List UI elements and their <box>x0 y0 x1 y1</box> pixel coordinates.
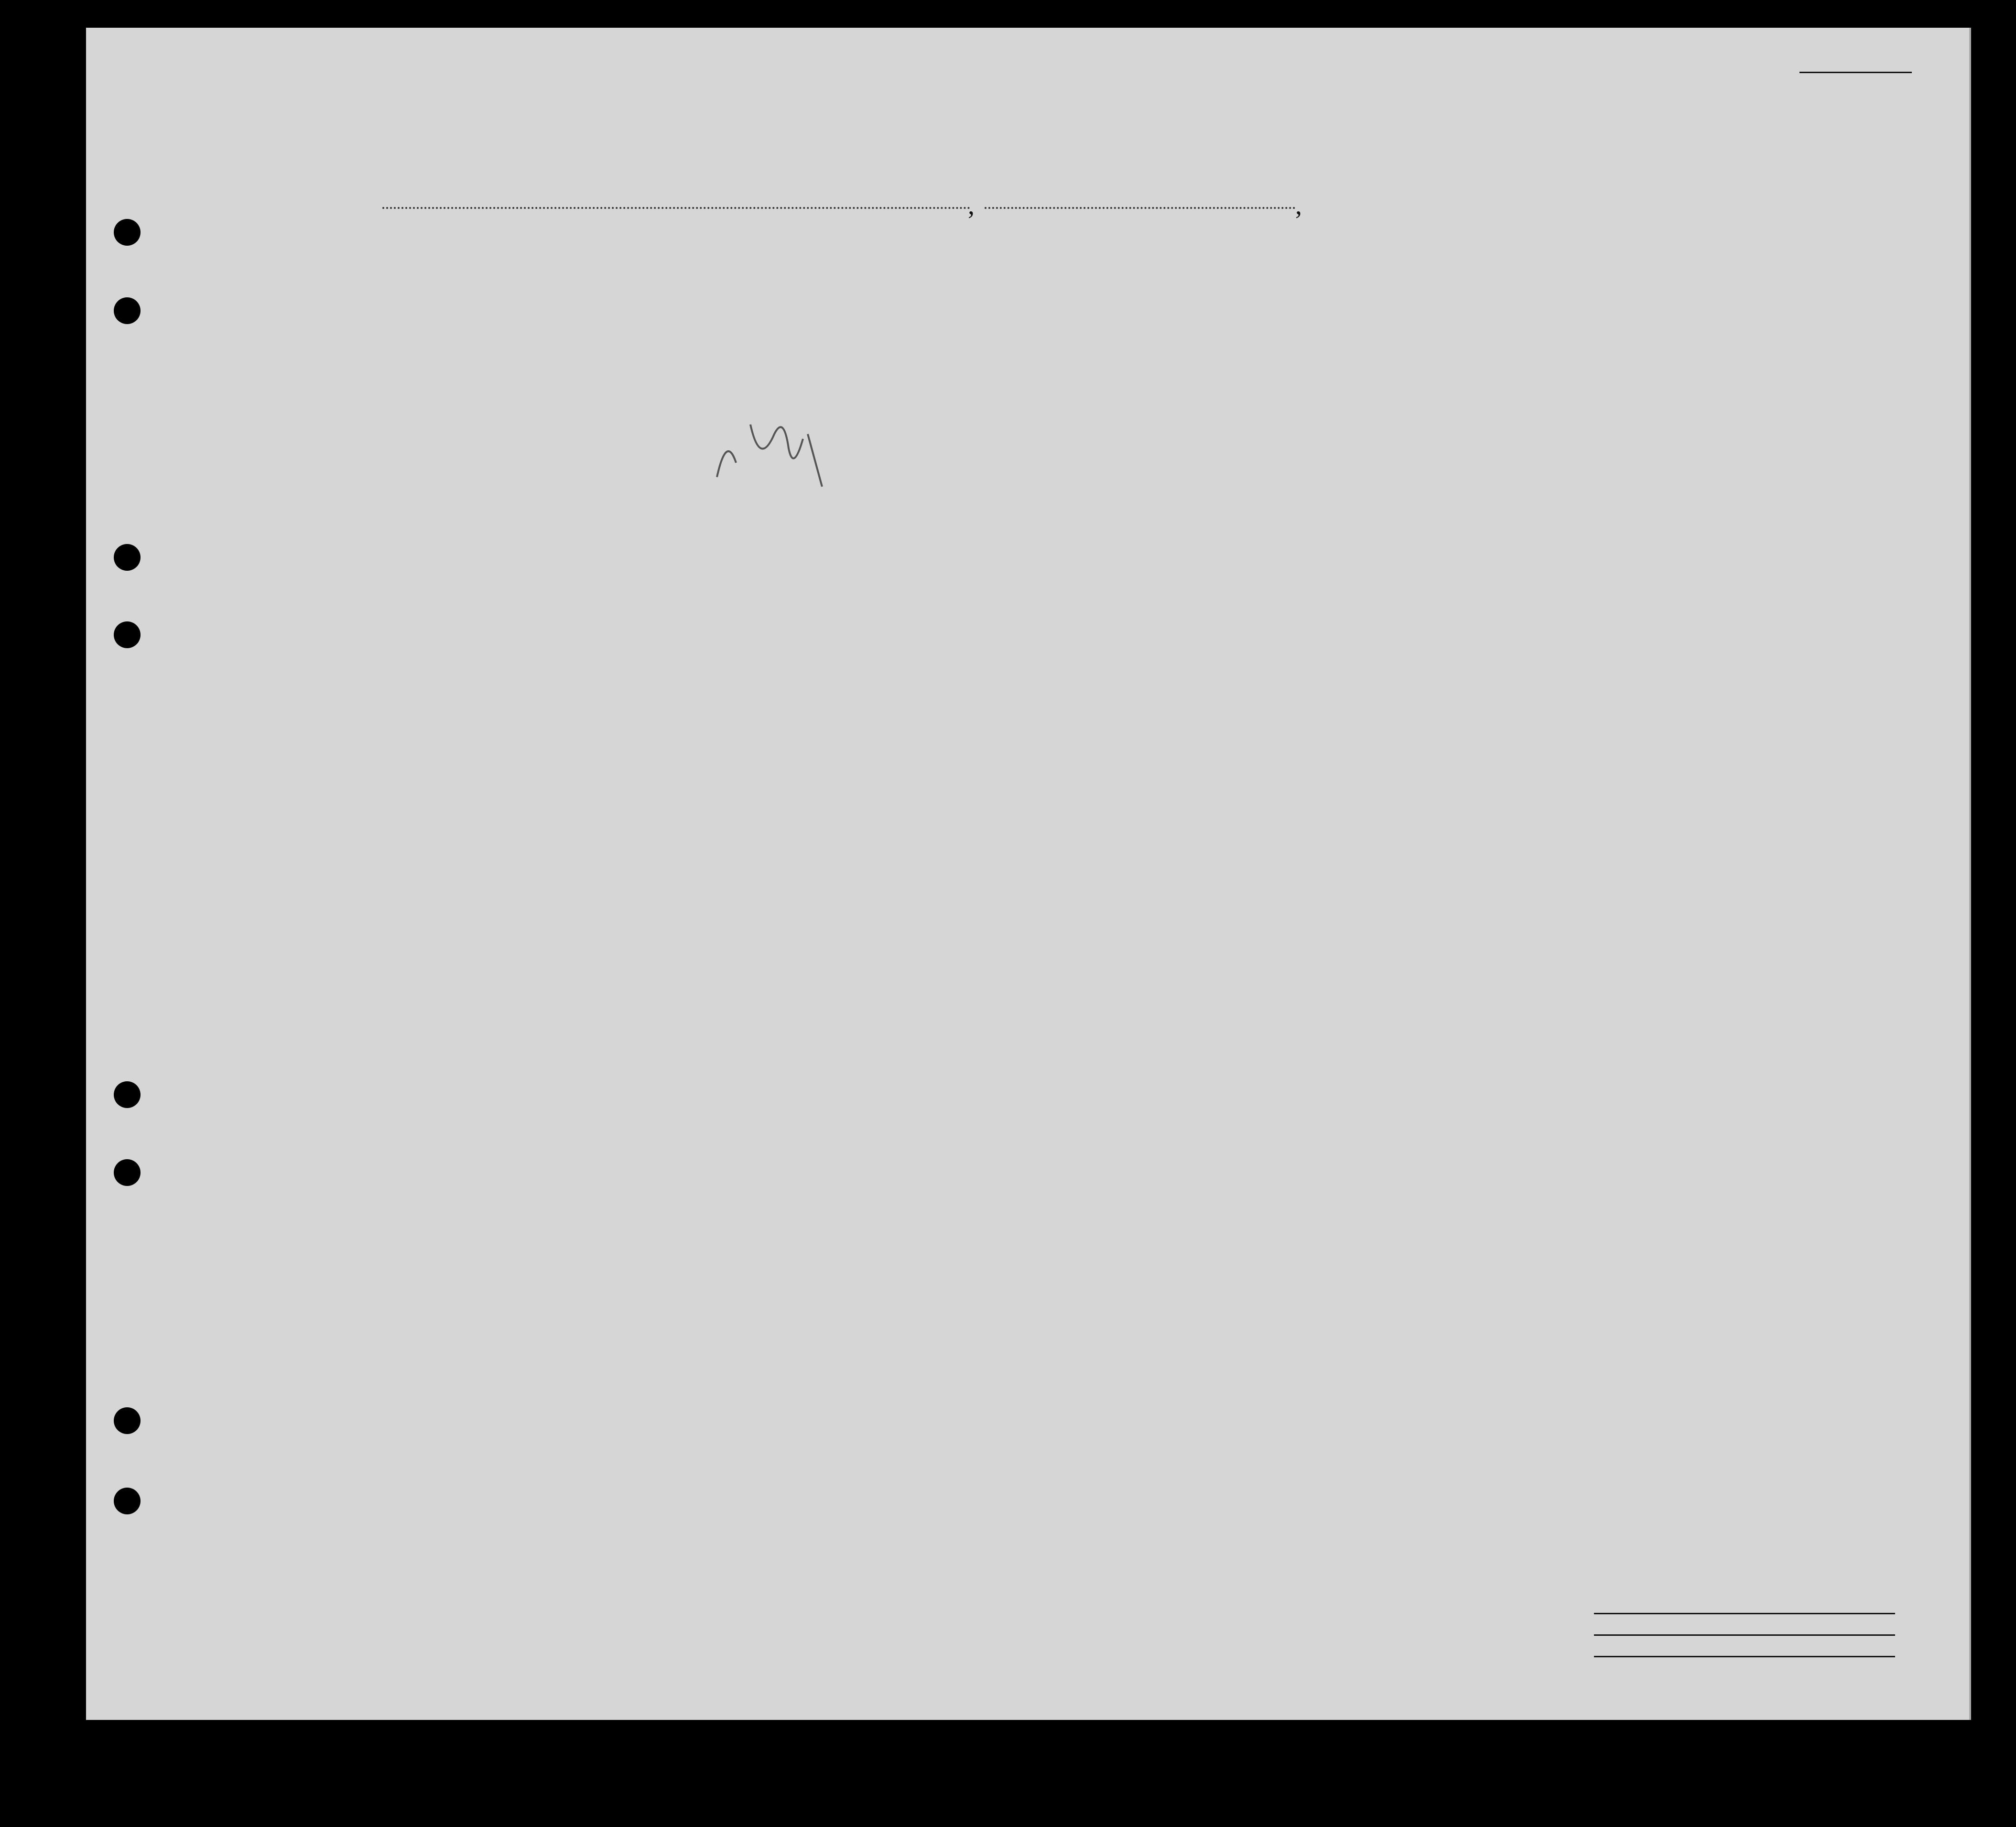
agents-underline <box>1594 1656 1895 1657</box>
binder-hole <box>114 544 141 571</box>
line-underline <box>1594 1613 1895 1614</box>
binder-hole <box>114 1081 141 1108</box>
header-has-50 <box>738 295 758 410</box>
header-overthrow <box>1374 276 1422 413</box>
header-feet <box>1612 372 1626 415</box>
binder-hole <box>114 1488 141 1514</box>
header-arrested <box>1484 295 1503 413</box>
comma-separator: , <box>1295 191 1302 220</box>
handwritten-mark <box>707 405 832 501</box>
header-ticket <box>618 295 637 410</box>
header-purpose-return <box>1196 295 1224 413</box>
table-grid <box>86 28 1969 1720</box>
binder-hole <box>114 621 141 648</box>
header-purpose-length <box>1229 295 1253 413</box>
binder-hole <box>114 297 141 324</box>
header-prison <box>1286 276 1314 413</box>
header-polygamist <box>1322 295 1341 413</box>
binder-hole <box>114 1407 141 1434</box>
binder-hole <box>114 1159 141 1186</box>
binder-hole <box>114 219 141 246</box>
comma-separator: , <box>968 191 975 220</box>
header-purpose-citizen <box>1259 295 1281 413</box>
header-excluded <box>1460 295 1479 413</box>
header-anarchist <box>1348 295 1367 413</box>
manifest-sheet <box>86 28 1971 1720</box>
header-offer-labor <box>1422 276 1460 413</box>
header-inches <box>1637 372 1651 415</box>
owners-underline <box>1594 1634 1895 1636</box>
